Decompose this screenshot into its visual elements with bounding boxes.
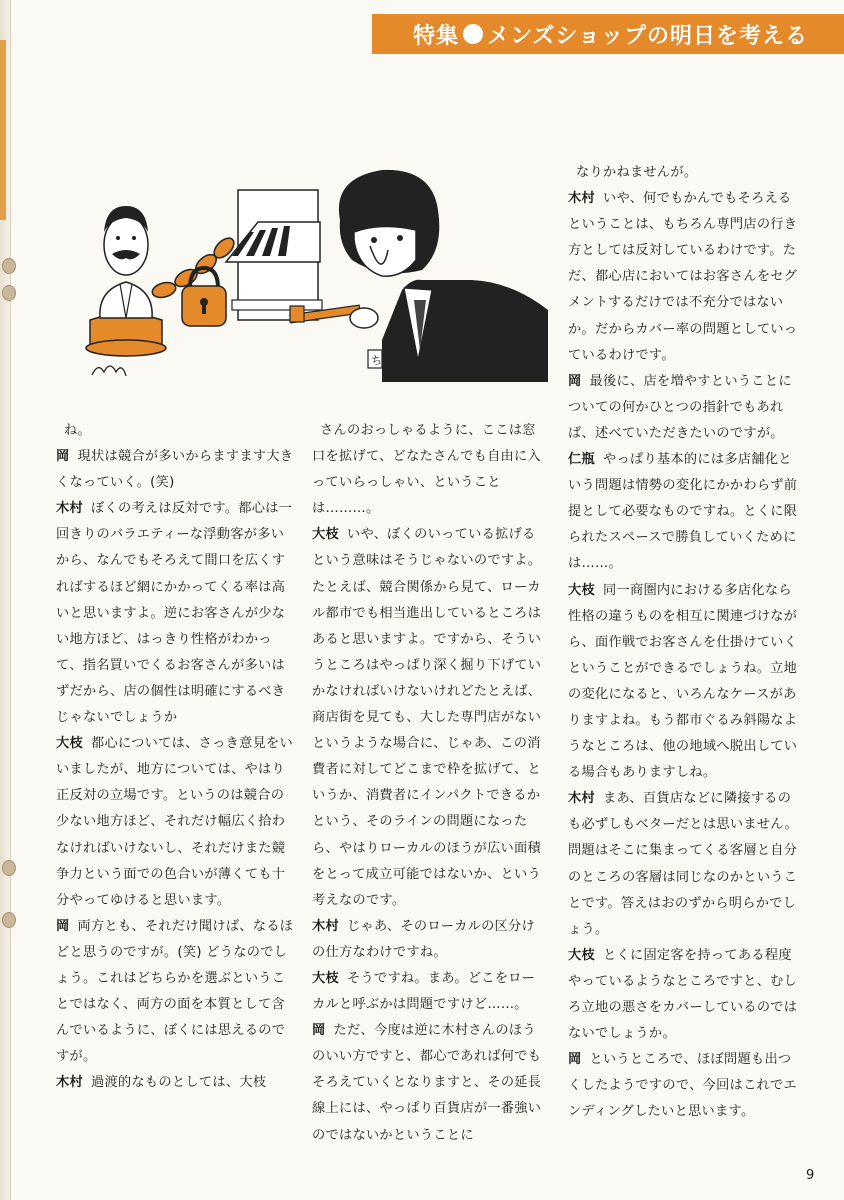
paragraph [568, 786, 800, 943]
binding-hole [2, 258, 16, 274]
page-number: 9 [806, 1168, 815, 1183]
speaker-name: 仁瓶 [568, 452, 595, 468]
binding-hole [2, 860, 16, 876]
paragraph-text: まあ、百貨店などに隣接するのも必ずしもベターだとは思いません。問題はそこに集まってくる客層と自分のところの客層は同じなのかということです。答えはおのずから明らかでしょう。 [568, 791, 799, 937]
speaker-name: 岡 [568, 373, 582, 389]
edge-color-tab [0, 40, 6, 220]
paragraph [568, 578, 800, 787]
paragraph-text: いや、ぼくのいっている拡げるという意味はそうじゃないのですよ。たとえば、競合関係から見て、ローカル都市でも相当進出しているところはあると思いますよ。ですから、そういうところはやっぱり深く掘り下げていかなければいけないけれどたとえば、商店街を見ても、大した専門店がないというような場合に、じゃあ、この消費者に対してどこまで枠を拡げて、というか、消費者にインパクトできるかという、そのラインの問題になったら、やはりローカルのほうが広い面積をとって成立可能ではないか、という考えなのです。 [312, 527, 542, 908]
paragraph [56, 914, 294, 1071]
binding-hole [2, 912, 16, 928]
paragraph-text: ね。 [64, 423, 91, 438]
paragraph-text: とくに固定客を持ってある程度やっているようなところですと、むしろ立地の悪さをカバーしているのではないでしょうか。 [568, 947, 798, 1042]
article-column-2 [312, 418, 546, 1149]
paragraph-text: 同一商圏内における多店化なら性格の違うものを相互に関連づけながら、面作戦でお客さんを仕掛けていくということができるでしょうね。立地の変化になると、いろんなケースがありますよね。もう都市ぐるみ斜陽なようなところは、他の地域へ脱出している場合もありますしね。 [568, 582, 798, 781]
paragraph-text: じゃあ、そのローカルの区分けの仕方なわけですね。 [312, 918, 536, 960]
paragraph-text: 両方とも、それだけ聞けば、なるほどと思うのですが。(笑) どうなのでしょう。これはどちらかを選ぶということではなく、両方の面を本質として含んでいるように、ぼくには思えるのですが。 [56, 918, 294, 1065]
paragraph-text: なりかねませんが。 [576, 165, 698, 180]
paragraph-text: 都心については、さっき意見をいいましたが、地方については、やはり正反対の立場です。というのは競合の少ない地方ほど、それだけ幅広く拾わなければいけないし、それだけまた競争力という面での色合いが薄くても十分やってゆけると思います。 [56, 736, 294, 908]
speaker-name: 木村 [312, 918, 339, 934]
speaker-name: 大枝 [312, 527, 339, 543]
paragraph [56, 731, 294, 914]
paragraph-text: いや、何でもかんでもそろえるということは、もちろん専門店の行き方としては反対しているわけです。ただ、都心店においてはお客さんをセグメントするだけでは不充分ではないか。だからカバー率の問題としていっているわけです。 [568, 191, 798, 363]
speaker-name: 大枝 [568, 582, 595, 598]
paragraph [568, 447, 800, 577]
speaker-name: 木村 [56, 501, 83, 517]
speaker-name: 大枝 [568, 947, 595, 963]
paragraph [568, 1047, 800, 1125]
paragraph [56, 444, 294, 496]
paragraph [312, 1018, 546, 1148]
paragraph-text: 過渡的なものとしては、大枝 [90, 1075, 267, 1091]
speaker-name: 木村 [568, 791, 595, 807]
paragraph-text: 最後に、店を増やすということについての何かひとつの指針でもあれば、述べていただきたいのですが。 [568, 373, 792, 441]
article-column-1 [56, 418, 294, 1096]
article-column-3 [568, 160, 800, 1125]
header-bullet-icon [463, 24, 483, 44]
signature-mark [92, 366, 126, 376]
paragraph [568, 943, 800, 1047]
paragraph [312, 418, 546, 522]
paragraph [312, 522, 546, 913]
header-title-right: メンズショップの明日を考える [487, 23, 808, 49]
speaker-name: 岡 [56, 449, 70, 465]
paragraph [56, 496, 294, 731]
binding-hole [2, 285, 16, 301]
section-header [372, 14, 844, 54]
paragraph-text: そうですね。まあ。どこをローカルと呼ぶかは問題ですけど……。 [312, 970, 536, 1013]
paragraph [568, 160, 800, 186]
tag-glyph: ち [371, 354, 382, 367]
paragraph [568, 186, 800, 369]
paragraph-text: ただ、今度は逆に木村さんのほうのいい方ですと、都心であれば何でもそろえていくとなりますと、その延長線上には、やっぱり百貨店が一番強いのではないかということに [312, 1023, 542, 1143]
speaker-name: 大枝 [56, 736, 83, 752]
cartoon-illustration [82, 150, 548, 400]
paragraph [56, 1070, 294, 1096]
paragraph-text: やっぱり基本的には多店舗化という問題は情勢の変化にかかわらず前提として必要なものですね。とくに限られたスペースで勝負していくためには……。 [568, 452, 798, 572]
paragraph-text: というところで、ほぼ問題も出つくしたようですので、今回はこれでエンディングしたいと思います。 [568, 1052, 798, 1120]
paragraph-text: ぼくの考えは反対です。都心は一回きりのバラエティーな浮動客が多いから、なんでもそろえて間口を広くすればするほど網にかかってくる率は高いと思いますよ。逆にお客さんが少ない地方ほど、はっきり性格がわかって、指名買いでくるお客さんが多いはずだから、店の個性は明確にするべきじゃないでしょうか [56, 501, 293, 726]
paragraph [312, 966, 546, 1018]
paragraph-text: さんのおっしゃるように、ここは窓口を拡げて、どなたさんでも自由に入っていらっしゃい、ということは………。 [312, 423, 542, 517]
speaker-name: 岡 [56, 918, 70, 934]
speaker-name: 岡 [568, 1052, 582, 1068]
paragraph-text: 現状は競合が多いからますます大きくなっていく。(笑) [56, 449, 294, 491]
paragraph [312, 914, 546, 966]
speaker-name: 大枝 [312, 970, 339, 986]
paragraph [56, 418, 294, 444]
speaker-name: 木村 [568, 191, 595, 207]
header-title-left: 特集 [413, 23, 460, 49]
paragraph [568, 369, 800, 447]
speaker-name: 木村 [56, 1075, 83, 1091]
speaker-name: 岡 [312, 1023, 326, 1039]
